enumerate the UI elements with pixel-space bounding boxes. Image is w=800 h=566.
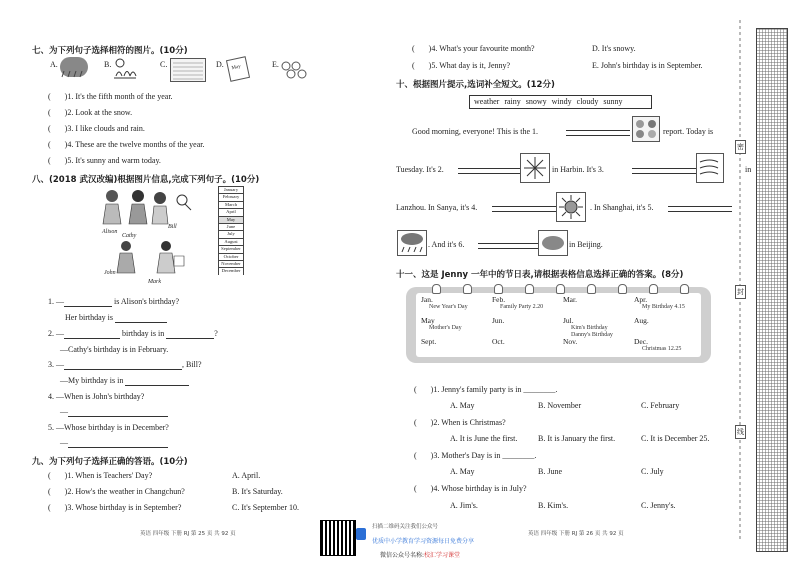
holiday-calendar	[406, 287, 711, 363]
footer-wechat: 微信公众号名称:校汇学习课堂	[380, 552, 461, 559]
calendar-ring	[432, 284, 441, 294]
may-calendar-picture: May	[226, 56, 250, 82]
option-b-label: B.	[104, 60, 112, 69]
footer-promo: 优质中小学教育学习资源每日免费分享	[372, 538, 475, 545]
name-cathy: Cathy	[122, 233, 137, 239]
calendar-month: Feb.	[492, 295, 506, 304]
s8-q5-answer: —	[60, 438, 168, 448]
grid-margin	[756, 28, 788, 552]
option-e-label: E.	[272, 60, 279, 69]
s9-ans-d: D. It's snowy.	[592, 44, 636, 53]
s7-item-3: ( )3. I like clouds and rain.	[48, 124, 145, 133]
flowers-sun-picture	[112, 56, 138, 80]
calendar-ring	[618, 284, 627, 294]
s11-q2-b: B. It is January the first.	[538, 434, 616, 443]
s9-item-2: ( )2. How's the weather in Changchun?	[48, 487, 185, 496]
name-john: John	[104, 270, 116, 276]
month-entry: February	[218, 193, 244, 200]
s10-line-2c: in	[745, 165, 752, 174]
s10-line-3b: . In Shanghai, it's 5.	[590, 203, 654, 212]
month-entry: November	[218, 260, 244, 267]
binding-char-1: 密	[735, 140, 746, 154]
qr-code[interactable]	[320, 520, 356, 556]
calendar-ring	[463, 284, 472, 294]
blank-4[interactable]	[492, 198, 556, 216]
footer-scan-text: 扫描二维码关注我们公众号	[372, 524, 439, 530]
s9-item-5: ( )5. What day is it, Jenny?	[412, 61, 511, 70]
calendar-ring	[556, 284, 565, 294]
s9-ans-a: A. April.	[232, 471, 261, 480]
s11-q4-b: B. Kim's.	[538, 501, 569, 510]
s11-q3-b: B. June	[538, 467, 562, 476]
s9-ans-b: B. It's Saturday.	[232, 487, 283, 496]
s9-item-4: ( )4. What's your favourite month?	[412, 44, 535, 53]
brand-logo-icon	[356, 528, 366, 540]
month-entry: August	[218, 238, 244, 245]
children-group-picture-bottom	[112, 240, 192, 282]
sunny-picture	[556, 192, 586, 222]
calendar-month: Apr.	[634, 295, 648, 304]
footer-page-right: 英语 四年级 下册 RJ 第 26 页 共 92 页	[528, 531, 624, 537]
s8-q2: 2. — birthday is in ?	[48, 329, 218, 338]
section-11-title: 十一、这是 Jenny 一年中的节日表,请根据表格信息选择正确的答案。(8分)	[396, 270, 684, 280]
month-entry: May	[218, 216, 244, 223]
blank-1[interactable]	[566, 122, 630, 140]
s11-q2-a: A. It is June the first.	[450, 434, 518, 443]
binding-strip	[727, 20, 753, 540]
s11-q3-a: A. May	[450, 467, 475, 476]
windy-picture	[696, 153, 724, 183]
s10-line-4a: . And it's 6.	[428, 240, 465, 249]
calendar-ring	[587, 284, 596, 294]
section-7-title: 七、为下列句子选择相符的图片。(10分)	[32, 46, 188, 56]
s7-item-5: ( )5. It's sunny and warm today.	[48, 156, 161, 165]
months-list	[218, 186, 244, 275]
s9-ans-e: E. John's birthday is in September.	[592, 61, 703, 70]
s10-line-1a: Good morning, everyone! This is the 1.	[412, 127, 539, 136]
s11-q4-c: C. Jenny's.	[641, 501, 676, 510]
name-mark: Mark	[148, 279, 161, 285]
binding-char-2: 封	[735, 285, 746, 299]
section-8-title: 八、(2018 武汉改编)根据图片信息,完成下列句子。(10分)	[32, 175, 260, 185]
name-alison: Alison	[102, 229, 118, 235]
calendar-month: Aug.	[634, 316, 649, 325]
s10-line-3a: Lanzhou. In Sanya, it's 4.	[396, 203, 478, 212]
month-entry: January	[218, 186, 244, 193]
calendar-event: My Birthday 4.15	[642, 304, 685, 310]
s11-q2: ( )2. When is Christmas?	[414, 418, 506, 427]
weather-icons-picture	[632, 116, 660, 142]
s8-q4: 4. —When is John's birthday?	[48, 392, 145, 401]
s8-q3: 3. — , Bill?	[48, 360, 202, 369]
s7-item-2: ( )2. Look at the snow.	[48, 108, 133, 117]
calendar-month: Jan.	[421, 295, 433, 304]
blank-5[interactable]	[668, 198, 732, 216]
s11-q4-a: A. Jim's.	[450, 501, 478, 510]
s10-line-2a: Tuesday. It's 2.	[396, 165, 444, 174]
s9-item-1: ( )1. When is Teachers' Day?	[48, 471, 153, 480]
s11-q4: ( )4. Whose birthday is in July?	[414, 484, 527, 493]
calendar-event: Christmas 12.25	[642, 346, 682, 352]
s7-item-1: ( )1. It's the fifth month of the year.	[48, 92, 173, 101]
calendar-event: Family Party 2.20	[500, 304, 544, 310]
month-entry: September	[218, 245, 244, 252]
calendar-month: Jun.	[492, 316, 505, 325]
calendar-month: Mar.	[563, 295, 577, 304]
s11-q1-b: B. November	[538, 401, 582, 410]
calendar-ring	[649, 284, 658, 294]
month-entry: June	[218, 223, 244, 230]
calendar-month: May	[421, 316, 435, 325]
calendar-event: Mother's Day	[429, 325, 462, 331]
snowflake-picture	[520, 153, 550, 183]
month-entry: April	[218, 208, 244, 215]
s8-q2-answer: —Cathy's birthday is in February.	[60, 345, 169, 354]
footer-page-left: 英语 四年级 下册 RJ 第 25 页 共 92 页	[140, 531, 236, 537]
section-10-title: 十、根据图片提示,选词补全短文。(12分)	[396, 80, 555, 90]
month-entry: October	[218, 253, 244, 260]
option-c-label: C.	[160, 60, 168, 69]
month-entry: March	[218, 201, 244, 208]
month-entry: July	[218, 230, 244, 237]
s11-q1-a: A. May	[450, 401, 475, 410]
calendar-event: New Year's Day	[429, 304, 468, 310]
rainy-picture	[397, 230, 427, 256]
binding-char-3: 线	[735, 425, 746, 439]
option-d-label: D.	[216, 60, 224, 69]
s11-q1-c: C. February	[641, 401, 680, 410]
calendar-ring	[494, 284, 503, 294]
s10-line-1b: report. Today is	[663, 127, 714, 136]
word-bank: weather rainy snowy windy cloudy sunny	[474, 97, 623, 106]
cloudy-picture	[538, 230, 568, 256]
s9-item-3: ( )3. Whose birthday is in September?	[48, 503, 182, 512]
s8-q4-answer: —	[60, 407, 168, 417]
s8-q1: 1. — is Alison's birthday?	[48, 297, 179, 306]
month-entry: December	[218, 267, 244, 274]
option-a-label: A.	[50, 60, 58, 69]
calendar-month: Sept.	[421, 337, 437, 346]
months-chart-picture	[170, 58, 206, 82]
s11-q2-c: C. It is December 25.	[641, 434, 710, 443]
s8-q1-answer: Her birthday is	[65, 313, 167, 323]
snowflakes-picture	[280, 60, 308, 80]
s8-q5: 5. —Whose birthday is in December?	[48, 423, 169, 432]
s11-q3: ( )3. Mother's Day is in ________.	[414, 451, 537, 460]
section-9-title: 九、为下列句子选择正确的答语。(10分)	[32, 457, 188, 467]
calendar-event: Kim's Birthday Danny's Birthday	[571, 325, 613, 338]
blank-2[interactable]	[458, 160, 522, 178]
calendar-month: Nov.	[563, 337, 578, 346]
calendar-month: Jul.	[563, 316, 574, 325]
s9-ans-c: C. It's September 10.	[232, 503, 299, 512]
calendar-ring	[680, 284, 689, 294]
calendar-ring	[525, 284, 534, 294]
calendar-month: Oct.	[492, 337, 505, 346]
s10-line-2b: in Harbin. It's 3.	[552, 165, 604, 174]
s10-line-4b: in Beijing.	[569, 240, 603, 249]
calendar-month: Dec.	[634, 337, 648, 346]
name-bill: Bill	[168, 224, 177, 230]
s11-q1: ( )1. Jenny's family party is in ________.	[414, 385, 558, 394]
s11-q3-c: C. July	[641, 467, 664, 476]
rain-cloud-picture	[60, 57, 88, 77]
blank-6[interactable]	[478, 235, 542, 253]
blank-3[interactable]	[632, 160, 696, 178]
s7-item-4: ( )4. These are the twelve months of the year.	[48, 140, 205, 149]
s8-q3-answer: —My birthday is in	[60, 376, 189, 386]
